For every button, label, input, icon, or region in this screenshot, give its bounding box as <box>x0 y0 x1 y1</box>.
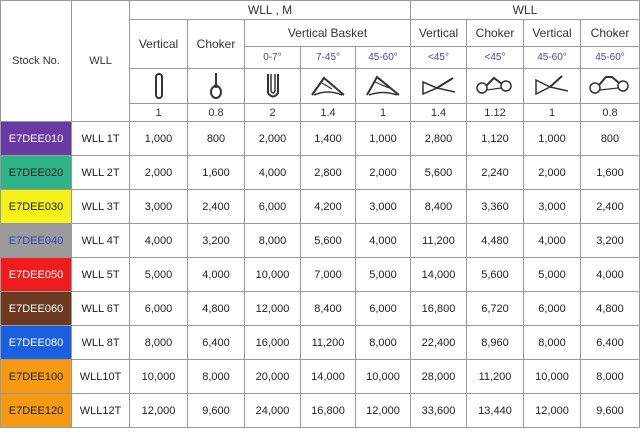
value-cell: 4,800 <box>188 292 245 326</box>
angle-v2: <45° <box>411 47 467 69</box>
choker-header: Choker <box>188 20 245 69</box>
value-cell: 3,000 <box>524 190 581 224</box>
stock-no-cell: E7DEE030 <box>1 190 72 224</box>
value-cell: 12,000 <box>356 394 411 428</box>
value-cell: 4,480 <box>467 224 524 258</box>
wll-group-header: WLL <box>411 1 640 20</box>
choker-2-header: Choker <box>467 20 524 47</box>
choker-3-header: Choker <box>581 20 640 47</box>
value-cell: 11,200 <box>411 224 467 258</box>
value-cell: 6,400 <box>188 326 245 360</box>
wll-cell: WLL10T <box>72 360 130 394</box>
value-cell: 10,000 <box>356 360 411 394</box>
value-cell: 8,400 <box>301 292 356 326</box>
choker-angle-45-60-icon <box>581 69 640 104</box>
angle-vb2: 7-45° <box>301 47 356 69</box>
stock-no-cell: E7DEE100 <box>1 360 72 394</box>
angle-v3: 45-60° <box>524 47 581 69</box>
factor-c3: 0.8 <box>581 104 640 122</box>
value-cell: 6,400 <box>581 326 640 360</box>
table-row <box>1 122 640 156</box>
value-cell: 4,000 <box>524 224 581 258</box>
value-cell: 8,000 <box>188 360 245 394</box>
vertical-angle-45-60-icon <box>524 69 581 104</box>
value-cell: 4,000 <box>356 224 411 258</box>
value-cell: 8,000 <box>356 326 411 360</box>
factor-v3: 1 <box>524 104 581 122</box>
vertical-angle-45-icon <box>411 69 467 104</box>
value-cell: 1,600 <box>581 156 640 190</box>
value-cell: 5,600 <box>301 224 356 258</box>
value-cell: 8,000 <box>581 360 640 394</box>
value-cell: 2,800 <box>301 156 356 190</box>
angle-vb1: 0-7° <box>245 47 301 69</box>
wll-cell: WLL 1T <box>72 122 130 156</box>
wll-cell: WLL 2T <box>72 156 130 190</box>
basket-7-45-icon <box>301 69 356 104</box>
angle-c2: <45° <box>467 47 524 69</box>
value-cell: 4,200 <box>301 190 356 224</box>
factor-c2: 1.12 <box>467 104 524 122</box>
vertical-basket-header: Vertical Basket <box>245 20 411 47</box>
table-row <box>1 394 640 428</box>
vertical-sling-icon <box>130 69 188 104</box>
value-cell: 13,440 <box>467 394 524 428</box>
value-cell: 2,400 <box>188 190 245 224</box>
wll-m-group-header: WLL , M <box>130 1 411 20</box>
value-cell: 2,000 <box>524 156 581 190</box>
wll-cell: WLL 5T <box>72 258 130 292</box>
value-cell: 16,800 <box>411 292 467 326</box>
stock-no-cell: E7DEE010 <box>1 122 72 156</box>
value-cell: 22,400 <box>411 326 467 360</box>
stock-no-cell: E7DEE060 <box>1 292 72 326</box>
angle-vb3: 45-60° <box>356 47 411 69</box>
value-cell: 16,800 <box>301 394 356 428</box>
wll-cell: WLL12T <box>72 394 130 428</box>
factor-vb3: 1 <box>356 104 411 122</box>
choker-sling-icon <box>188 69 245 104</box>
value-cell: 10,000 <box>245 258 301 292</box>
value-cell: 2,240 <box>467 156 524 190</box>
table-row <box>1 326 640 360</box>
value-cell: 7,000 <box>301 258 356 292</box>
factor-v2: 1.4 <box>411 104 467 122</box>
value-cell: 800 <box>188 122 245 156</box>
value-cell: 24,000 <box>245 394 301 428</box>
vertical-3-header: Vertical <box>524 20 581 47</box>
value-cell: 8,000 <box>130 326 188 360</box>
stock-no-cell: E7DEE080 <box>1 326 72 360</box>
value-cell: 8,400 <box>411 190 467 224</box>
value-cell: 1,000 <box>356 122 411 156</box>
factor-vb1: 2 <box>245 104 301 122</box>
wll-header: WLL <box>72 1 130 122</box>
value-cell: 12,000 <box>245 292 301 326</box>
value-cell: 6,000 <box>356 292 411 326</box>
value-cell: 14,000 <box>411 258 467 292</box>
value-cell: 6,000 <box>245 190 301 224</box>
table-body <box>1 122 640 428</box>
basket-0-7-icon <box>245 69 301 104</box>
value-cell: 2,000 <box>245 122 301 156</box>
stock-no-cell: E7DEE020 <box>1 156 72 190</box>
value-cell: 20,000 <box>245 360 301 394</box>
value-cell: 800 <box>581 122 640 156</box>
value-cell: 8,000 <box>524 326 581 360</box>
value-cell: 3,200 <box>581 224 640 258</box>
value-cell: 10,000 <box>524 360 581 394</box>
value-cell: 1,000 <box>524 122 581 156</box>
value-cell: 5,000 <box>524 258 581 292</box>
basket-45-60-icon <box>356 69 411 104</box>
table-row <box>1 292 640 326</box>
value-cell: 33,600 <box>411 394 467 428</box>
stock-no-cell: E7DEE040 <box>1 224 72 258</box>
table-row <box>1 156 640 190</box>
vertical-header: Vertical <box>130 20 188 69</box>
value-cell: 4,000 <box>581 258 640 292</box>
value-cell: 9,600 <box>581 394 640 428</box>
value-cell: 11,200 <box>301 326 356 360</box>
value-cell: 2,000 <box>356 156 411 190</box>
value-cell: 1,400 <box>301 122 356 156</box>
value-cell: 3,000 <box>356 190 411 224</box>
wll-cell: WLL 3T <box>72 190 130 224</box>
value-cell: 5,600 <box>411 156 467 190</box>
value-cell: 10,000 <box>130 360 188 394</box>
table-row <box>1 224 640 258</box>
factor-vertical: 1 <box>130 104 188 122</box>
value-cell: 3,200 <box>188 224 245 258</box>
stock-no-header: Stock No. <box>1 1 72 122</box>
value-cell: 6,000 <box>130 292 188 326</box>
factor-vb2: 1.4 <box>301 104 356 122</box>
value-cell: 16,000 <box>245 326 301 360</box>
value-cell: 2,400 <box>581 190 640 224</box>
angle-c3: 45-60° <box>581 47 640 69</box>
value-cell: 1,000 <box>130 122 188 156</box>
table-row <box>1 360 640 394</box>
value-cell: 3,360 <box>467 190 524 224</box>
value-cell: 14,000 <box>301 360 356 394</box>
value-cell: 12,000 <box>524 394 581 428</box>
value-cell: 1,600 <box>188 156 245 190</box>
value-cell: 6,000 <box>524 292 581 326</box>
value-cell: 11,200 <box>467 360 524 394</box>
value-cell: 5,000 <box>130 258 188 292</box>
factor-choker: 0.8 <box>188 104 245 122</box>
value-cell: 9,600 <box>188 394 245 428</box>
wll-cell: WLL 4T <box>72 224 130 258</box>
value-cell: 28,000 <box>411 360 467 394</box>
stock-no-cell: E7DEE050 <box>1 258 72 292</box>
table-row <box>1 258 640 292</box>
wll-cell: WLL 8T <box>72 326 130 360</box>
value-cell: 6,720 <box>467 292 524 326</box>
value-cell: 2,000 <box>130 156 188 190</box>
value-cell: 5,000 <box>356 258 411 292</box>
wll-cell: WLL 6T <box>72 292 130 326</box>
value-cell: 4,000 <box>188 258 245 292</box>
value-cell: 8,000 <box>245 224 301 258</box>
value-cell: 12,000 <box>130 394 188 428</box>
value-cell: 4,000 <box>245 156 301 190</box>
table-row <box>1 190 640 224</box>
value-cell: 8,960 <box>467 326 524 360</box>
value-cell: 3,000 <box>130 190 188 224</box>
vertical-2-header: Vertical <box>411 20 467 47</box>
value-cell: 4,000 <box>130 224 188 258</box>
value-cell: 4,800 <box>581 292 640 326</box>
value-cell: 1,120 <box>467 122 524 156</box>
value-cell: 2,800 <box>411 122 467 156</box>
value-cell: 5,600 <box>467 258 524 292</box>
choker-angle-45-icon <box>467 69 524 104</box>
stock-no-cell: E7DEE120 <box>1 394 72 428</box>
